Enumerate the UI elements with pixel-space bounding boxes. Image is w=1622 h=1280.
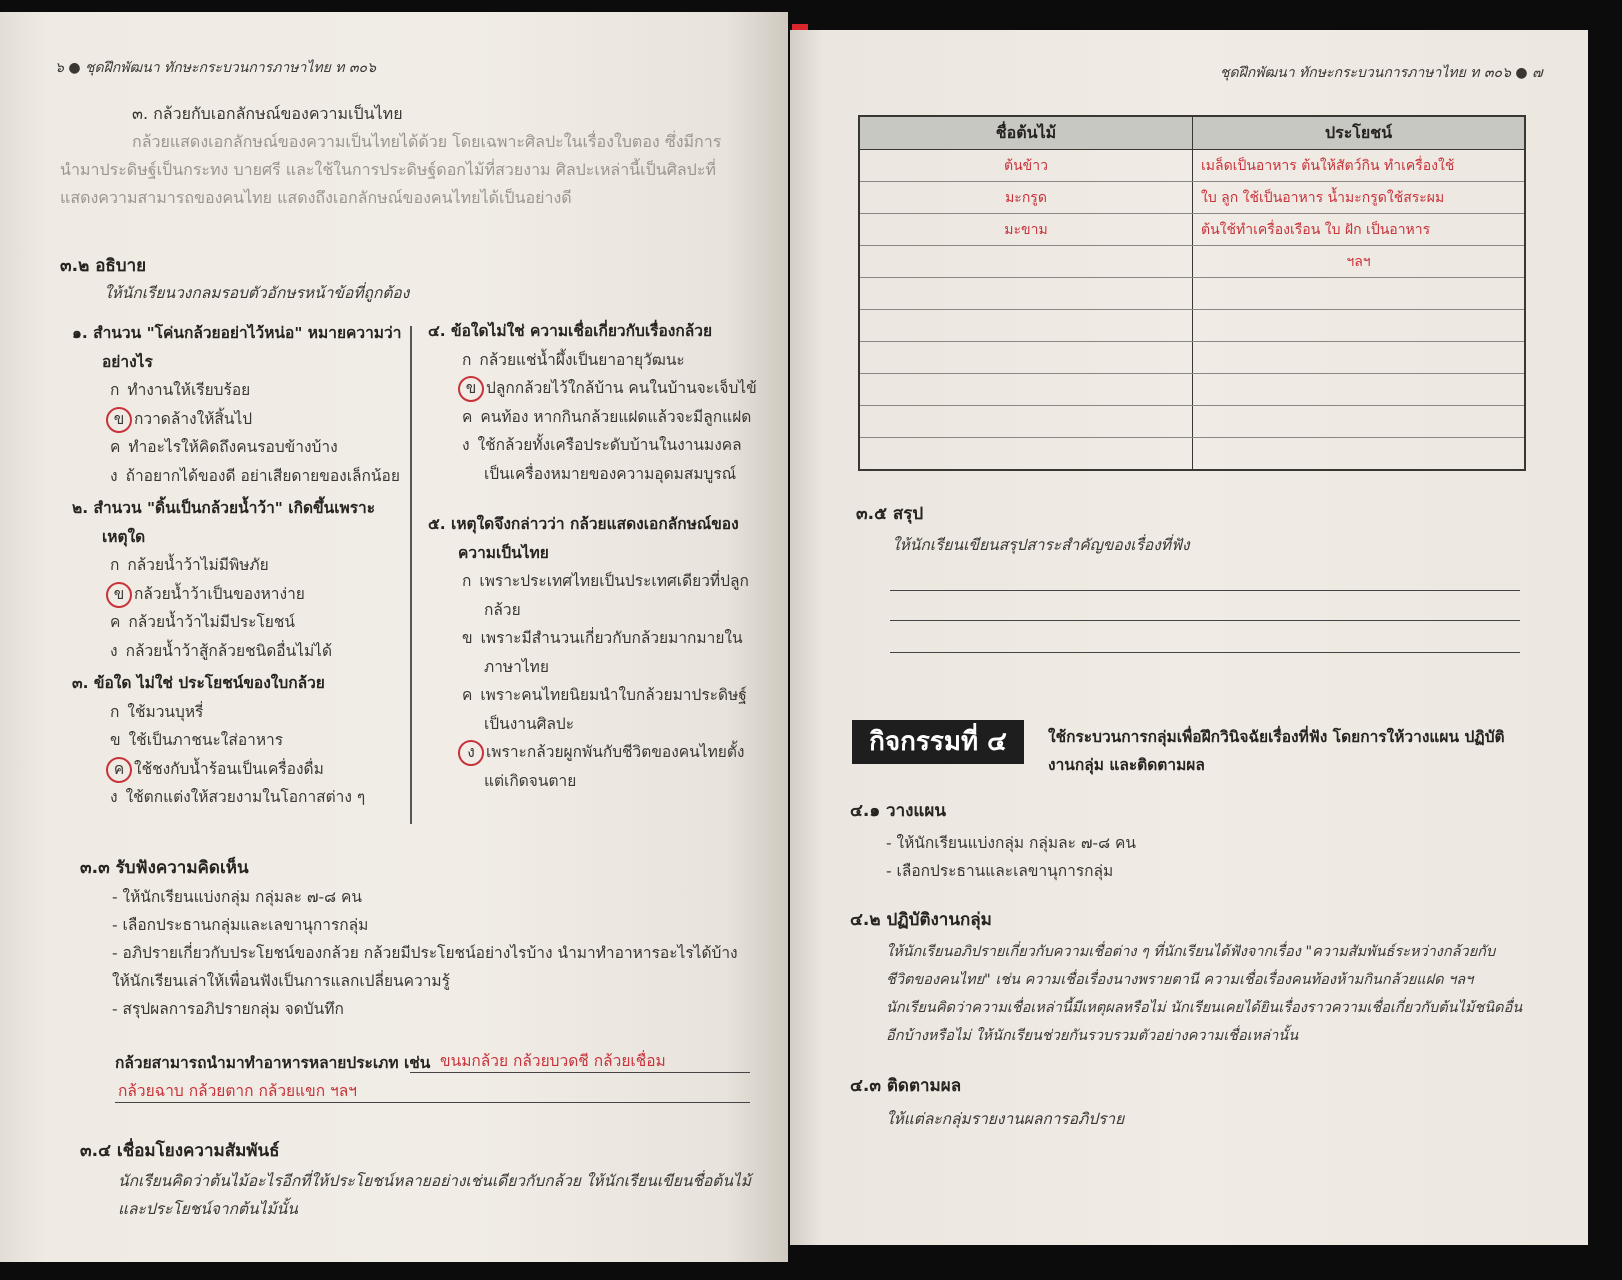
list-item: - อภิปรายเกี่ยวกับประโยชน์ของกล้วย กล้วยมีประโยชน์อย่างไรบ้าง นำมาทำอาหารอะไรได้บ้าง — [112, 944, 738, 962]
choice-text: ใช้มวนบุหรี่ — [127, 702, 204, 721]
question-text: เหตุใด — [102, 527, 146, 546]
section-4-2-heading: ๔.๒ ปฏิบัติงานกลุ่ม — [850, 910, 992, 930]
choice-letter: ข — [106, 407, 132, 433]
choice-option — [110, 784, 365, 809]
choice-text: เพราะคนไทยนิยมนำใบกล้วยมาประดิษฐ์ — [480, 686, 747, 704]
handwritten-answer: กล้วยฉาบ กล้วยตาก กล้วยแขก ฯลฯ — [118, 1082, 357, 1100]
choice-text: กล้วยน้ำว้าสู้กล้วยชนิดอื่นไม่ได้ — [125, 641, 333, 660]
choice-text: ปลูกกล้วยไว้ใกล้บ้าน คนในบ้านจะเจ็บไข้ — [486, 379, 757, 397]
benefit-cell: ต้นใช้ทำเครื่องเรือน ใบ ฝัก เป็นอาหาร — [1193, 214, 1526, 246]
section-4-2-line: นักเรียนคิดว่าความเชื่อเหล่านี้มีเหตุผลหรือไม่ นักเรียนเคยได้ยินเรื่องราวความเชื่อเกี่ยวกับต้นไม้ชนิดอื่น — [886, 1000, 1523, 1016]
list-item: - เลือกประธานและเลขานุการกลุ่ม — [886, 862, 1114, 880]
question-text: ๔. ข้อใดไม่ใช่ ความเชื่อเกี่ยวกับเรื่องกล้วย — [428, 322, 713, 340]
section-3-5-instruction: ให้นักเรียนเขียนสรุปสาระสำคัญของเรื่องที่ฟัง — [892, 536, 1190, 554]
table-header: ประโยชน์ — [1193, 116, 1526, 150]
choice-text: เพราะกล้วยผูกพันกับชีวิตของคนไทยตั้ง — [486, 743, 745, 761]
choice-option — [110, 638, 332, 663]
choice-text: ถ้าอยากได้ของดี อย่าเสียดายของเล็กน้อย — [125, 466, 400, 485]
choice-letter: ค — [110, 613, 121, 631]
choice-option — [462, 625, 743, 650]
choice-letter: ง — [462, 436, 470, 454]
benefit-cell — [1193, 374, 1526, 406]
section-3-4-line: และประโยชน์จากต้นไม้นั้น — [118, 1200, 298, 1218]
section-4-1-heading: ๔.๑ วางแผน — [850, 801, 946, 821]
choice-text: ทำอะไรให้คิดถึงคนรอบข้างบ้าง — [128, 438, 338, 456]
tree-name-cell — [859, 406, 1193, 438]
choice-letter: ข — [106, 582, 132, 608]
benefit-cell: ใบ ลูก ใช้เป็นอาหาร น้ำมะกรูดใช้สระผม — [1193, 182, 1526, 214]
choice-text: เพราะมีสำนวนเกี่ยวกับกล้วยมากมายใน — [480, 629, 743, 647]
list-item: - เลือกประธานกลุ่มและเลขานุการกลุ่ม — [112, 916, 369, 934]
choice-text-continued: ภาษาไทย — [484, 657, 549, 676]
choice-letter: ค — [106, 757, 132, 783]
section-3-4-heading: ๓.๔ เชื่อมโยงความสัมพันธ์ — [80, 1141, 280, 1161]
section-4-2-line: ชีวิตของคนไทย" เช่น ความเชื่อเรื่องนางพรายตานี ความเชื่อเรื่องคนท้องห้ามกินกล้วยแฝด ฯลฯ — [886, 972, 1474, 988]
choice-letter: ง — [110, 788, 118, 806]
table-row — [859, 246, 1525, 278]
section-3-3-heading: ๓.๓ รับฟังความคิดเห็น — [80, 858, 249, 878]
tree-name-cell — [859, 342, 1193, 374]
choice-letter: ง — [110, 641, 118, 660]
left-page — [0, 12, 788, 1262]
choice-option — [110, 377, 250, 402]
activity-description: งานกลุ่ม และติดตามผล — [1048, 756, 1205, 774]
benefit-cell: ฯลฯ — [1193, 246, 1526, 278]
section-3-2-instruction: ให้นักเรียนวงกลมรอบตัวอักษรหน้าข้อที่ถูกต้อง — [104, 284, 410, 302]
choice-option — [110, 552, 269, 577]
section-3-line: นำมาประดิษฐ์เป็นกระทง บายศรี และใช้ในการประดิษฐ์ดอกไม้ที่สวยงาม ศิลปะเหล่านี้เป็นศิลปะที่ — [60, 160, 716, 179]
writing-line — [890, 652, 1520, 653]
choice-option — [462, 432, 742, 457]
choice-letter: ข — [458, 376, 484, 402]
choice-letter: ง — [110, 466, 118, 485]
section-3-2-heading: ๓.๒ อธิบาย — [60, 256, 147, 276]
section-3-heading: ๓. กล้วยกับเอกลักษณ์ของความเป็นไทย — [132, 104, 403, 123]
section-4-3-instruction: ให้แต่ละกลุ่มรายงานผลการอภิปราย — [886, 1110, 1125, 1128]
activity-description: ใช้กระบวนการกลุ่มเพื่อฝึกวินิจฉัยเรื่องที่ฟัง โดยการให้วางแผน ปฏิบัติ — [1048, 728, 1505, 746]
choice-letter: ค — [110, 438, 121, 456]
choice-letter: ก — [110, 381, 120, 399]
table-row — [859, 438, 1525, 471]
choice-option — [110, 406, 252, 433]
choice-letter: ค — [462, 686, 473, 704]
choice-text: กล้วยแช่น้ำผึ้งเป็นยาอายุวัฒนะ — [479, 350, 685, 369]
choice-text: เพราะประเทศไทยเป็นประเทศเดียวที่ปลูก — [479, 572, 749, 590]
choice-text: ใช้ตกแต่งให้สวยงามในโอกาสต่าง ๆ — [125, 788, 366, 806]
table-header: ชื่อต้นไม้ — [859, 116, 1193, 150]
tree-name-cell: ต้นข้าว — [859, 150, 1193, 182]
choice-letter: ข — [110, 731, 121, 749]
writing-line — [890, 590, 1520, 591]
table-row — [859, 406, 1525, 438]
section-3-4-line: นักเรียนคิดว่าต้นไม้อะไรอีกที่ให้ประโยชน์หลายอย่างเช่นเดียวกับกล้วย ให้นักเรียนเขียนชื่อต้นไม้ — [118, 1172, 751, 1190]
table-row — [859, 150, 1525, 182]
question-text: ๕. เหตุใดจึงกล่าวว่า กล้วยแสดงเอกลักษณ์ของ — [428, 515, 739, 533]
list-item: ให้นักเรียนเล่าให้เพื่อนฟังเป็นการแลกเปลี่ยนความรู้ — [112, 972, 450, 990]
handwritten-answer: ขนมกล้วย กล้วยบวดชี กล้วยเชื่อม — [440, 1052, 666, 1070]
choice-text: ทำงานให้เรียบร้อย — [127, 381, 251, 399]
tree-name-cell — [859, 310, 1193, 342]
right-page-header: ชุดฝึกพัฒนา ทักษะกระบวนการภาษาไทย ท ๓๐๖ ● ๗ — [1220, 65, 1543, 81]
choice-text: ใช้เป็นภาชนะใส่อาหาร — [128, 731, 284, 749]
section-3-5-heading: ๓.๕ สรุป — [856, 504, 924, 524]
table-row — [859, 374, 1525, 406]
list-item: - ให้นักเรียนแบ่งกลุ่ม กลุ่มละ ๗-๘ คน — [886, 834, 1136, 852]
table-row — [859, 310, 1525, 342]
benefit-cell — [1193, 310, 1526, 342]
choice-text-continued: กล้วย — [484, 600, 521, 619]
question-text: อย่างไร — [102, 352, 153, 371]
choice-letter: ก — [462, 572, 472, 590]
tree-name-cell — [859, 374, 1193, 406]
benefit-cell: เมล็ดเป็นอาหาร ต้นให้สัตว์กิน ทำเครื่องใช้ — [1193, 150, 1526, 182]
choice-text: กล้วยน้ำว้าไม่มีประโยชน์ — [128, 613, 295, 631]
choice-letter: ค — [462, 407, 473, 426]
question-text: ความเป็นไทย — [458, 543, 549, 562]
choice-option — [110, 756, 324, 783]
choice-text-continued: แต่เกิดจนตาย — [484, 771, 577, 790]
list-item: - ให้นักเรียนแบ่งกลุ่ม กลุ่มละ ๗-๘ คน — [112, 888, 362, 906]
question-text: ๓. ข้อใด ไม่ใช่ ประโยชน์ของใบกล้วย — [72, 674, 325, 692]
tree-name-cell — [859, 438, 1193, 471]
choice-option — [462, 568, 749, 593]
choice-option — [110, 581, 305, 608]
section-4-2-line: อีกบ้างหรือไม่ ให้นักเรียนช่วยกันรวบรวมตัวอย่างความเชื่อเหล่านั้น — [886, 1028, 1299, 1044]
choice-option — [462, 404, 751, 429]
section-3-line: กล้วยแสดงเอกลักษณ์ของความเป็นไทยได้ด้วย โดยเฉพาะศิลปะในเรื่องใบตอง ซึ่งมีการ — [132, 132, 722, 151]
table-row — [859, 342, 1525, 374]
choice-letter: ก — [462, 350, 472, 369]
tree-name-cell: มะขาม — [859, 214, 1193, 246]
benefit-cell — [1193, 406, 1526, 438]
choice-option — [110, 609, 295, 634]
benefit-cell — [1193, 278, 1526, 310]
choice-text: ใช้ชงกับน้ำร้อนเป็นเครื่องดื่ม — [134, 759, 324, 778]
choice-option — [110, 699, 203, 724]
table-row — [859, 182, 1525, 214]
choice-text-continued: เป็นงานศิลปะ — [484, 714, 575, 733]
choice-option — [462, 739, 745, 766]
choice-text: คนท้อง หากกินกล้วยแฝดแล้วจะมีลูกแฝด — [480, 407, 752, 426]
section-3-line: แสดงความสามารถของคนไทย แสดงถึงเอกลักษณ์ของคนไทยได้เป็นอย่างดี — [60, 188, 572, 207]
choice-text-continued: เป็นเครื่องหมายของความอุดมสมบูรณ์ — [484, 464, 737, 483]
choice-text: กวาดล้างให้สิ้นไป — [134, 409, 253, 428]
tree-benefit-table — [858, 115, 1526, 471]
question-text: ๒. สำนวน "ดิ้นเป็นกล้วยน้ำว้า" เกิดขึ้นเพราะ — [72, 499, 376, 517]
choice-letter: ก — [110, 702, 120, 721]
left-page-header: ๖ ● ชุดฝึกพัฒนา ทักษะกระบวนการภาษาไทย ท ๓๐๖ — [55, 60, 376, 76]
benefit-cell — [1193, 342, 1526, 374]
choice-letter: ข — [462, 629, 473, 647]
tree-name-cell — [859, 278, 1193, 310]
tree-name-cell — [859, 246, 1193, 278]
choice-option — [462, 347, 685, 372]
choice-text: ใช้กล้วยทั้งเครือประดับบ้านในงานมงคล — [477, 436, 742, 454]
fill-in-label: กล้วยสามารถนำมาทำอาหารหลายประเภท เช่น — [115, 1054, 431, 1072]
activity-4-title: กิจกรรมที่ ๔ — [852, 720, 1024, 764]
section-4-2-line: ให้นักเรียนอภิปรายเกี่ยวกับความเชื่อต่าง ๆ ที่นักเรียนได้ฟังจากเรื่อง "ความสัมพันธ์ระหว่างกล้วยกับ — [886, 944, 1496, 960]
choice-letter: ก — [110, 556, 120, 574]
section-4-3-heading: ๔.๓ ติดตามผล — [850, 1076, 962, 1096]
table-row — [859, 214, 1525, 246]
choice-text: กล้วยน้ำว้าไม่มีพิษภัย — [127, 556, 269, 574]
writing-line — [890, 620, 1520, 621]
list-item: - สรุปผลการอภิปรายกลุ่ม จดบันทึก — [112, 1000, 344, 1018]
table-row — [859, 278, 1525, 310]
choice-option — [110, 434, 338, 459]
column-divider — [410, 326, 412, 824]
question-text: ๑. สำนวน "โค่นกล้วยอย่าไว้หน่อ" หมายความว่า — [72, 324, 402, 342]
choice-option — [462, 375, 757, 402]
tree-name-cell: มะกรูด — [859, 182, 1193, 214]
choice-option — [110, 727, 283, 752]
choice-option — [110, 463, 400, 488]
choice-letter: ง — [458, 740, 484, 766]
choice-text: กล้วยน้ำว้าเป็นของหาง่าย — [134, 584, 305, 603]
choice-option — [462, 682, 747, 707]
benefit-cell — [1193, 438, 1526, 471]
